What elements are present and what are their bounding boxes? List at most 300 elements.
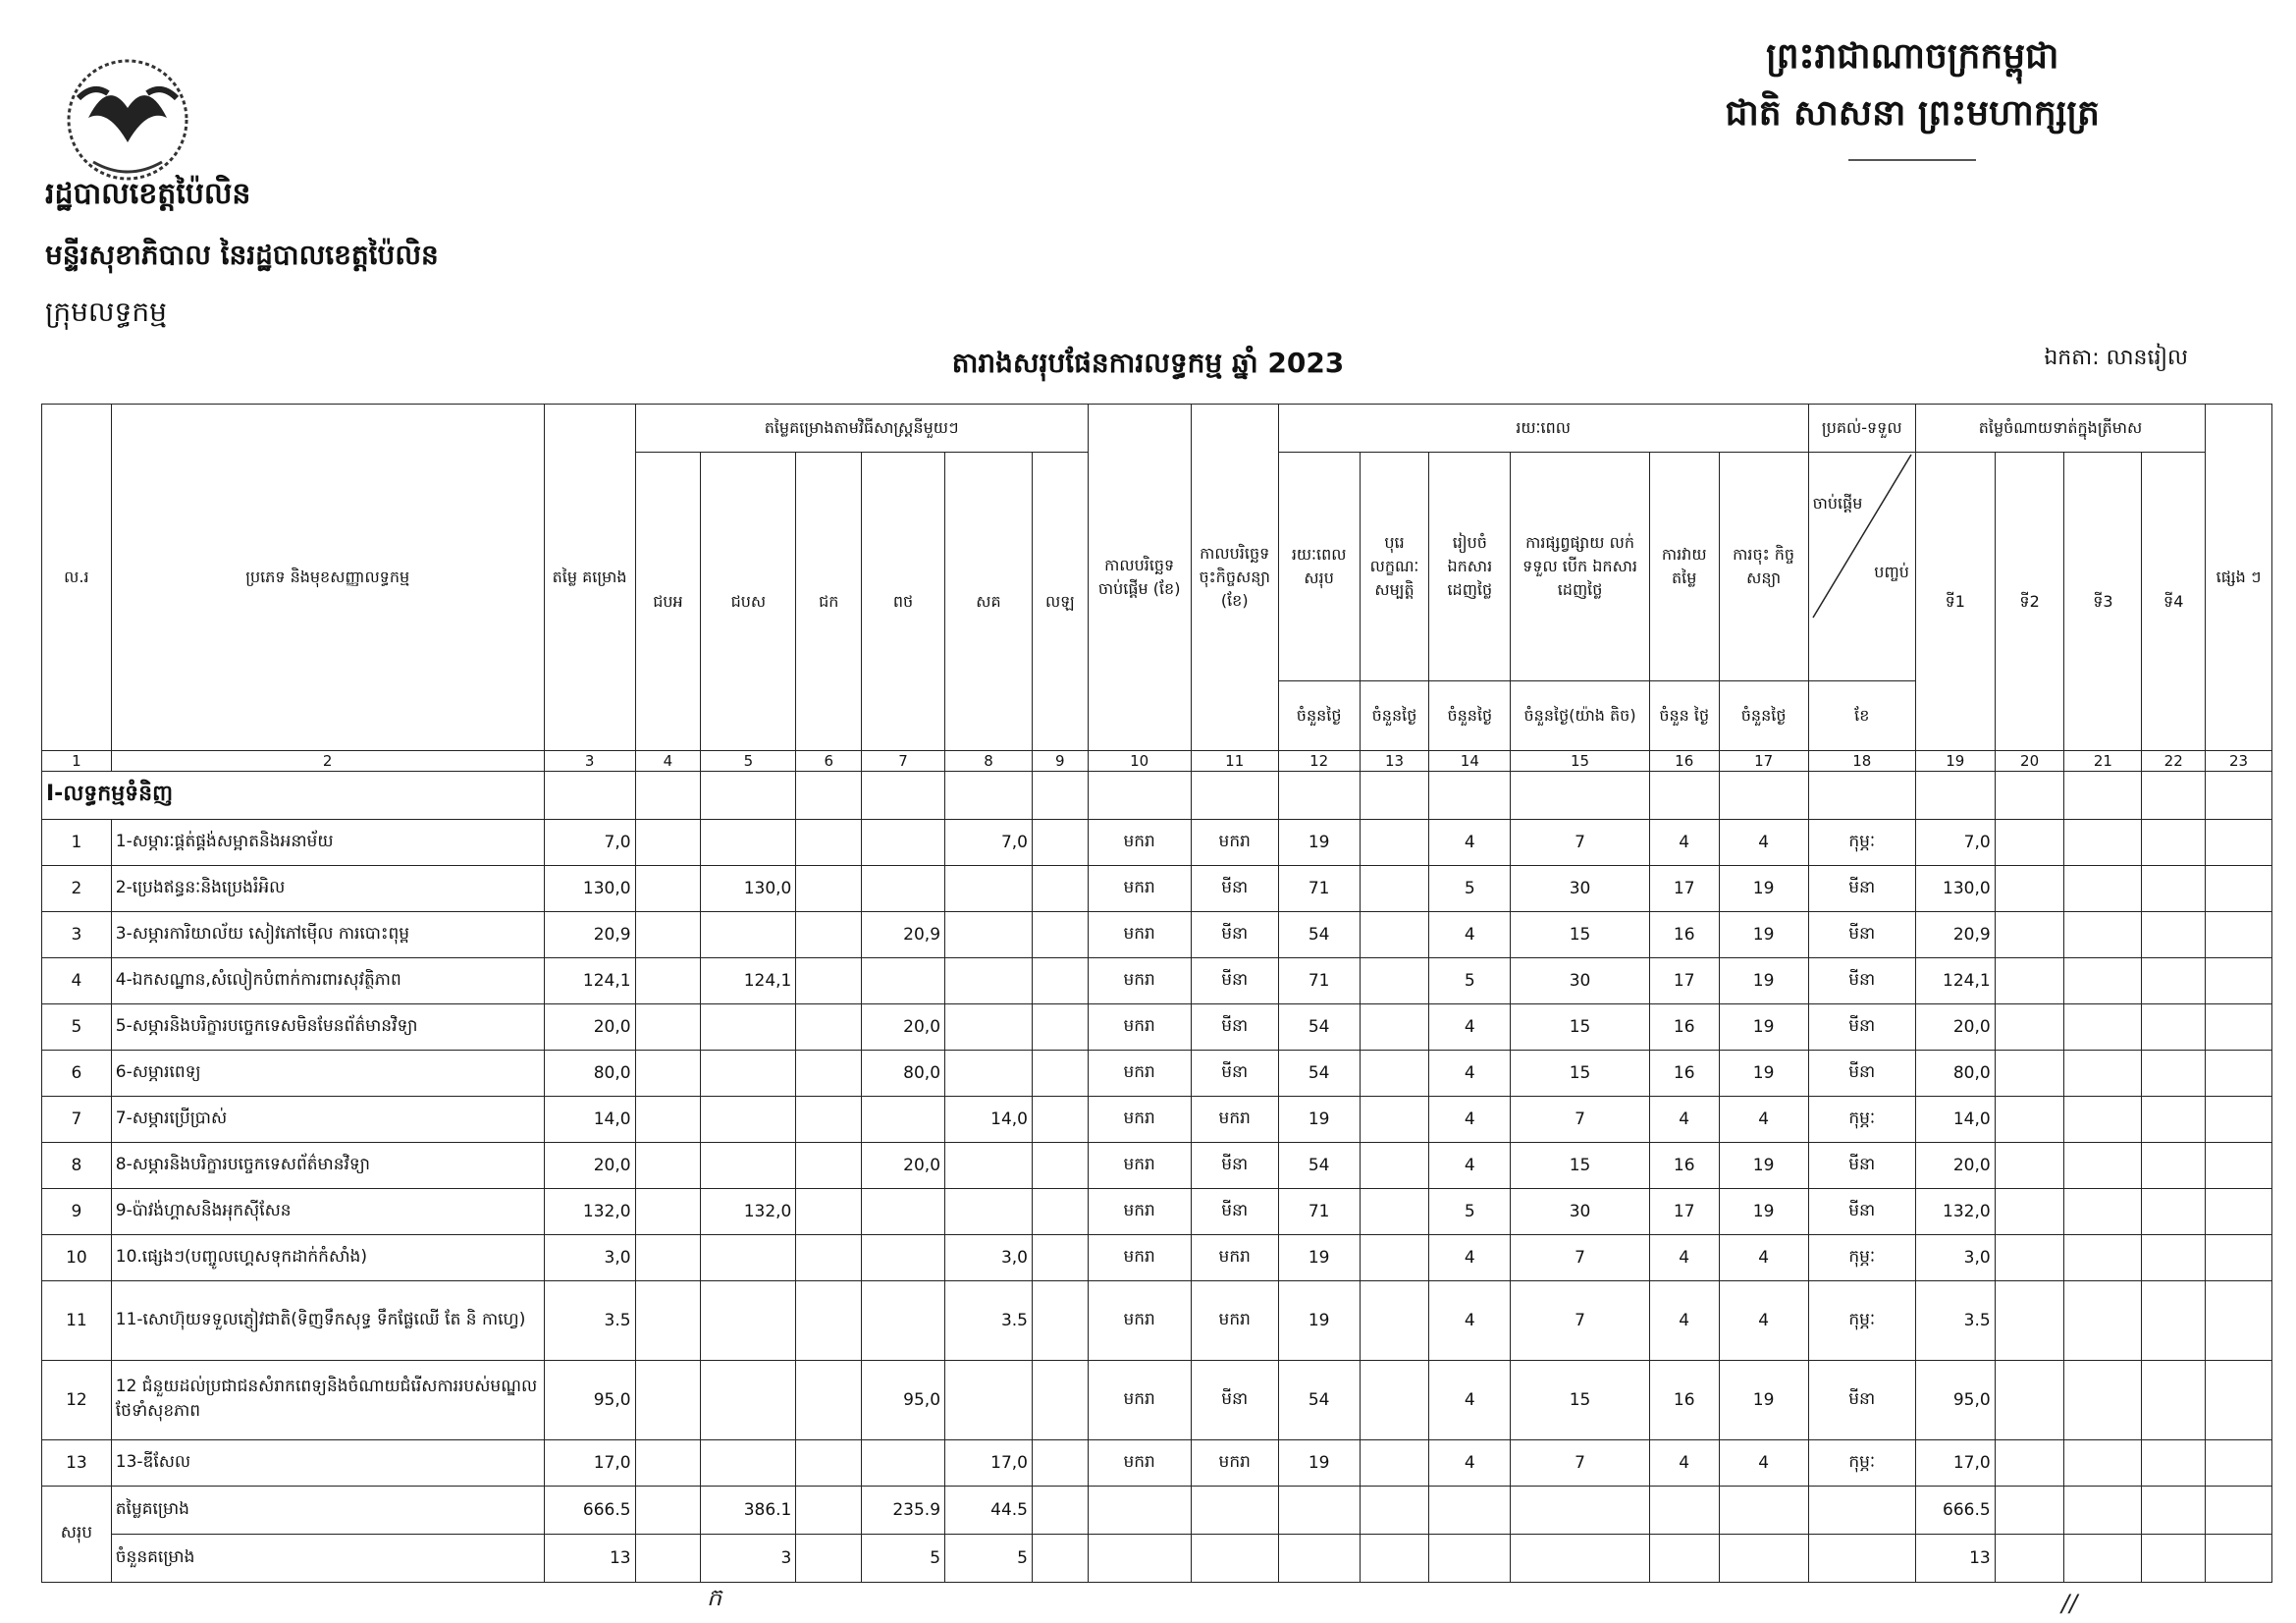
prequal-days [1360, 912, 1429, 958]
handover-month: មីនា [1808, 1143, 1915, 1189]
publish-days: 7 [1511, 1281, 1650, 1361]
summary-label: សរុប [42, 1487, 112, 1583]
m7-value [862, 1097, 945, 1143]
m5-value [701, 1361, 796, 1440]
prepare-days: 4 [1429, 1004, 1511, 1051]
col-num: 11 [1191, 751, 1278, 772]
empty-cell [1511, 1535, 1650, 1583]
m4-cell [635, 912, 701, 958]
row-no: 8 [42, 1143, 112, 1189]
contract-days: 4 [1719, 1281, 1808, 1361]
header-method-group: តម្លៃគម្រោងតាមវិធីសាស្ត្រនីមួយៗ [635, 405, 1088, 453]
empty-cell [1649, 1535, 1719, 1583]
m6-cell [796, 820, 862, 866]
section-title: I-លទ្ធកម្មទំនិញ [42, 772, 545, 820]
publish-days: 7 [1511, 1440, 1650, 1487]
other-cell [2206, 1235, 2272, 1281]
empty-cell [1278, 1487, 1360, 1535]
header-sign-date: កាលបរិច្ឆេទ ចុះកិច្ចសន្យា (ខែ) [1191, 405, 1278, 751]
other-cell [2206, 820, 2272, 866]
row-no: 6 [42, 1051, 112, 1097]
summary-count-row [42, 1535, 2272, 1583]
m8-value: 14,0 [945, 1097, 1033, 1143]
eval-days: 4 [1649, 1235, 1719, 1281]
empty-cell [1995, 772, 2064, 820]
item-name: 10.ផ្សេងៗ(បញ្ចូលហ្គេសទុកដាក់កំសាំង) [111, 1235, 544, 1281]
prepare-days: 5 [1429, 866, 1511, 912]
header-days-16: ចំនួន ថ្ងៃ [1649, 681, 1719, 751]
q3-cell [2064, 1235, 2142, 1281]
header-days-15: ចំនួនថ្ងៃ(យ៉ាង តិច) [1511, 681, 1650, 751]
q1-value: 20,0 [1915, 1143, 1995, 1189]
table-row [42, 1235, 2272, 1281]
handover-month: កុម្ភៈ [1808, 1235, 1915, 1281]
header-q1: ទី1 [1915, 453, 1995, 751]
m6-cell [796, 1235, 862, 1281]
handover-month: កុម្ភៈ [1808, 1440, 1915, 1487]
table-row [42, 1004, 2272, 1051]
item-name: 6-សម្ភារពេទ្យ [111, 1051, 544, 1097]
handover-month: មីនា [1808, 1051, 1915, 1097]
empty-cell [1649, 772, 1719, 820]
prequal-days [1360, 1143, 1429, 1189]
handover-month: មីនា [1808, 958, 1915, 1004]
org-name-2: មន្ទីរសុខាភិបាល នៃរដ្ឋបាលខេត្តប៉ៃលិន [45, 239, 439, 271]
handover-month: កុម្ភៈ [1808, 1281, 1915, 1361]
m4-cell [635, 1051, 701, 1097]
m4-cell [635, 1281, 701, 1361]
contract-days: 19 [1719, 1361, 1808, 1440]
m9-cell [1032, 1143, 1088, 1189]
header-m4: ជបអ [635, 453, 701, 751]
col-num: 4 [635, 751, 701, 772]
prepare-days: 4 [1429, 912, 1511, 958]
start-month: មករា [1088, 1361, 1191, 1440]
row-no: 2 [42, 866, 112, 912]
row-no: 11 [42, 1281, 112, 1361]
empty-cell [1191, 1535, 1278, 1583]
m9-cell [1032, 866, 1088, 912]
m7-value [862, 958, 945, 1004]
item-name: 2-ប្រេងឥន្ធនៈនិងប្រេងរំអិល [111, 866, 544, 912]
q3-cell [2064, 1004, 2142, 1051]
prepare-days: 4 [1429, 1440, 1511, 1487]
header-row-1 [42, 405, 2272, 453]
header-q3: ទី3 [2064, 453, 2142, 751]
diagonal-cell [1809, 453, 1915, 680]
header-handover-diagonal [1808, 453, 1915, 681]
summary-count-est: 13 [544, 1535, 635, 1583]
q1-value: 95,0 [1915, 1361, 1995, 1440]
m7-value [862, 1440, 945, 1487]
sign-month: មករា [1191, 1281, 1278, 1361]
prepare-days: 4 [1429, 1051, 1511, 1097]
empty-cell [1032, 1535, 1088, 1583]
empty-cell [2142, 1535, 2206, 1583]
empty-cell [796, 1535, 862, 1583]
empty-cell [544, 772, 635, 820]
estimate-value: 20,9 [544, 912, 635, 958]
empty-cell [2206, 772, 2272, 820]
item-name: 1-សម្ភារៈផ្គត់ផ្គង់សម្អាតនិងអនាម័យ [111, 820, 544, 866]
item-name: 13-ឌីសែល [111, 1440, 544, 1487]
header-contract: ការចុះ កិច្ចសន្យា [1719, 453, 1808, 681]
q2-cell [1995, 912, 2064, 958]
contract-days: 19 [1719, 912, 1808, 958]
empty-cell [796, 1487, 862, 1535]
table-row [42, 820, 2272, 866]
start-month: មករា [1088, 1051, 1191, 1097]
table-row [42, 1143, 2272, 1189]
handover-end: បញ្ចប់ [1874, 563, 1909, 581]
m5-value [701, 1097, 796, 1143]
sign-month: មករា [1191, 1440, 1278, 1487]
other-cell [2206, 912, 2272, 958]
col-num: 7 [862, 751, 945, 772]
empty-cell [1360, 1535, 1429, 1583]
summary-count-q1: 13 [1915, 1535, 1995, 1583]
empty-cell [635, 772, 701, 820]
m4-cell [635, 866, 701, 912]
handover-month: កុម្ភៈ [1808, 1097, 1915, 1143]
q2-cell [1995, 1004, 2064, 1051]
empty-cell [2064, 772, 2142, 820]
table-row [42, 1281, 2272, 1361]
m6-cell [796, 866, 862, 912]
start-month: មករា [1088, 1189, 1191, 1235]
contract-days: 4 [1719, 1097, 1808, 1143]
contract-days: 4 [1719, 1440, 1808, 1487]
other-cell [2206, 958, 2272, 1004]
q4-cell [2142, 820, 2206, 866]
other-cell [2206, 1143, 2272, 1189]
contract-days: 19 [1719, 1189, 1808, 1235]
col-num: 21 [2064, 751, 2142, 772]
header-duration-group: រយៈពេល [1278, 405, 1808, 453]
sign-month: មករា [1191, 1097, 1278, 1143]
summary-value-m7: 235.9 [862, 1487, 945, 1535]
m6-cell [796, 1361, 862, 1440]
empty-cell [1808, 1535, 1915, 1583]
item-name: 12 ជំនួយដល់ប្រជាជនសំរាកពេទ្យនិងចំណាយជំរើសការរបស់មណ្ឌលថែទាំសុខភាព [111, 1361, 544, 1440]
empty-cell [1278, 772, 1360, 820]
estimate-value: 80,0 [544, 1051, 635, 1097]
estimate-value: 20,0 [544, 1143, 635, 1189]
handover-month: កុម្ភៈ [1808, 820, 1915, 866]
prequal-days [1360, 820, 1429, 866]
m6-cell [796, 1004, 862, 1051]
m9-cell [1032, 1281, 1088, 1361]
q3-cell [2064, 912, 2142, 958]
m4-cell [635, 958, 701, 1004]
item-name: 11-សោហ៊ុយទទួលភ្ញៀវជាតិ(ទិញទឹកសុទ្ធ ទឹកផ្លែឈើ តែ និ កាហ្វេ) [111, 1281, 544, 1361]
m9-cell [1032, 1189, 1088, 1235]
item-name: 4-ឯកសណ្ឋាន,សំលៀកបំពាក់ការពារសុវត្ថិភាព [111, 958, 544, 1004]
publish-days: 7 [1511, 1235, 1650, 1281]
total-days: 71 [1278, 958, 1360, 1004]
m7-value [862, 866, 945, 912]
empty-cell [635, 1487, 701, 1535]
handover-month: មីនា [1808, 912, 1915, 958]
sign-month: មីនា [1191, 1189, 1278, 1235]
sign-month: មីនា [1191, 866, 1278, 912]
header-name: ប្រភេទ និងមុខសញ្ញាលទ្ធកម្ម [111, 405, 544, 751]
q1-value: 124,1 [1915, 958, 1995, 1004]
eval-days: 16 [1649, 1051, 1719, 1097]
col-num: 18 [1808, 751, 1915, 772]
m5-value [701, 1235, 796, 1281]
q4-cell [2142, 1097, 2206, 1143]
eval-days: 16 [1649, 1361, 1719, 1440]
table-row [42, 1440, 2272, 1487]
prequal-days [1360, 1440, 1429, 1487]
sign-month: មីនា [1191, 1143, 1278, 1189]
m6-cell [796, 1440, 862, 1487]
start-month: មករា [1088, 1004, 1191, 1051]
row-no: 7 [42, 1097, 112, 1143]
col-num: 23 [2206, 751, 2272, 772]
m6-cell [796, 958, 862, 1004]
empty-cell [2064, 1535, 2142, 1583]
emblem-logo [49, 49, 206, 187]
m8-value: 3,0 [945, 1235, 1033, 1281]
row-no: 1 [42, 820, 112, 866]
q4-cell [2142, 912, 2206, 958]
q1-value: 14,0 [1915, 1097, 1995, 1143]
m8-value [945, 1004, 1033, 1051]
col-num: 9 [1032, 751, 1088, 772]
eval-days: 17 [1649, 866, 1719, 912]
total-days: 19 [1278, 1281, 1360, 1361]
eval-days: 4 [1649, 1097, 1719, 1143]
m7-value [862, 1281, 945, 1361]
header-handover-group: ប្រគល់-ទទួល [1808, 405, 1915, 453]
col-num: 6 [796, 751, 862, 772]
row-no: 9 [42, 1189, 112, 1235]
q1-value: 130,0 [1915, 866, 1995, 912]
m5-value [701, 1440, 796, 1487]
m8-value [945, 1189, 1033, 1235]
eval-days: 17 [1649, 1189, 1719, 1235]
header-prequal: បុរេ លក្ខណៈ សម្បត្តិ [1360, 453, 1429, 681]
q4-cell [2142, 958, 2206, 1004]
start-month: មករា [1088, 1143, 1191, 1189]
col-num: 8 [945, 751, 1033, 772]
q3-cell [2064, 958, 2142, 1004]
estimate-value: 124,1 [544, 958, 635, 1004]
empty-cell [635, 1535, 701, 1583]
header-q4: ទី4 [2142, 453, 2206, 751]
m4-cell [635, 820, 701, 866]
col-num: 16 [1649, 751, 1719, 772]
m5-value: 132,0 [701, 1189, 796, 1235]
m6-cell [796, 1143, 862, 1189]
other-cell [2206, 1051, 2272, 1097]
estimate-value: 95,0 [544, 1361, 635, 1440]
prepare-days: 4 [1429, 1097, 1511, 1143]
m4-cell [635, 1189, 701, 1235]
contract-days: 19 [1719, 958, 1808, 1004]
col-num: 19 [1915, 751, 1995, 772]
q4-cell [2142, 1051, 2206, 1097]
m7-value [862, 1189, 945, 1235]
m9-cell [1032, 1004, 1088, 1051]
prequal-days [1360, 866, 1429, 912]
empty-cell [1649, 1487, 1719, 1535]
header-m5: ជបស [701, 453, 796, 751]
start-month: មករា [1088, 820, 1191, 866]
estimate-value: 3.5 [544, 1281, 635, 1361]
m5-value [701, 820, 796, 866]
q1-value: 17,0 [1915, 1440, 1995, 1487]
empty-cell [1032, 1487, 1088, 1535]
empty-cell [945, 772, 1033, 820]
empty-cell [1995, 1487, 2064, 1535]
empty-cell [1995, 1535, 2064, 1583]
m6-cell [796, 1281, 862, 1361]
summary-value-row [42, 1487, 2272, 1535]
kingdom-header [1725, 27, 2100, 161]
m8-value [945, 1051, 1033, 1097]
m5-value [701, 1051, 796, 1097]
sign-month: មករា [1191, 1235, 1278, 1281]
q2-cell [1995, 958, 2064, 1004]
q3-cell [2064, 1361, 2142, 1440]
q3-cell [2064, 820, 2142, 866]
m8-value: 17,0 [945, 1440, 1033, 1487]
prepare-days: 4 [1429, 1361, 1511, 1440]
sign-month: មីនា [1191, 958, 1278, 1004]
m6-cell [796, 1097, 862, 1143]
empty-cell [1360, 1487, 1429, 1535]
m9-cell [1032, 1235, 1088, 1281]
prequal-days [1360, 1361, 1429, 1440]
org-name-1: រដ្ឋបាលខេត្តប៉ៃលិន [45, 177, 251, 211]
q2-cell [1995, 1189, 2064, 1235]
empty-cell [1719, 1535, 1808, 1583]
empty-cell [796, 772, 862, 820]
estimate-value: 20,0 [544, 1004, 635, 1051]
section-row [42, 772, 2272, 820]
summary-body [42, 1487, 2272, 1583]
publish-days: 15 [1511, 1361, 1650, 1440]
publish-days: 7 [1511, 1097, 1650, 1143]
m5-value [701, 1143, 796, 1189]
m7-value: 80,0 [862, 1051, 945, 1097]
m4-cell [635, 1440, 701, 1487]
m7-value: 20,9 [862, 912, 945, 958]
table-row [42, 1097, 2272, 1143]
q4-cell [2142, 1189, 2206, 1235]
publish-days: 30 [1511, 958, 1650, 1004]
publish-days: 7 [1511, 820, 1650, 866]
m7-value [862, 820, 945, 866]
col-num: 13 [1360, 751, 1429, 772]
header-prepare-docs: រៀបចំ ឯកសារ ដេញថ្លៃ [1429, 453, 1511, 681]
item-name: 5-សម្ភារនិងបរិក្ខារបច្ចេកទេសមិនមែនព័ត៌មានវិទ្យា [111, 1004, 544, 1051]
empty-cell [1088, 772, 1191, 820]
q4-cell [2142, 866, 2206, 912]
column-number-row [42, 751, 2272, 772]
q2-cell [1995, 1097, 2064, 1143]
eval-days: 4 [1649, 1281, 1719, 1361]
start-month: មករា [1088, 1235, 1191, 1281]
other-cell [2206, 1440, 2272, 1487]
m7-value: 20,0 [862, 1143, 945, 1189]
summary-count-m5: 3 [701, 1535, 796, 1583]
m7-value: 95,0 [862, 1361, 945, 1440]
empty-cell [701, 772, 796, 820]
other-cell [2206, 1281, 2272, 1361]
other-cell [2206, 1189, 2272, 1235]
summary-value-m8: 44.5 [945, 1487, 1033, 1535]
col-num: 22 [2142, 751, 2206, 772]
estimate-value: 3,0 [544, 1235, 635, 1281]
item-name: 8-សម្ភារនិងបរិក្ខារបច្ចេកទេសព័ត៌មានវិទ្យា [111, 1143, 544, 1189]
total-days: 54 [1278, 1004, 1360, 1051]
q4-cell [2142, 1440, 2206, 1487]
document-title: តារាងសរុបផែនការលទ្ធកម្ម ឆ្នាំ 2023 [951, 347, 1345, 379]
m4-cell [635, 1004, 701, 1051]
row-no: 5 [42, 1004, 112, 1051]
empty-cell [2206, 1535, 2272, 1583]
empty-cell [1088, 1487, 1191, 1535]
item-name: 3-សម្ភារការិយាល័យ សៀវភៅម៉ើល ការបោះពុម្ព [111, 912, 544, 958]
summary-count-m8: 5 [945, 1535, 1033, 1583]
other-cell [2206, 866, 2272, 912]
prequal-days [1360, 1051, 1429, 1097]
header-days-17: ចំនួនថ្ងៃ [1719, 681, 1808, 751]
m4-cell [635, 1143, 701, 1189]
header-quarter-group: តម្លៃចំណាយទាត់ក្នុងត្រីមាស [1915, 405, 2205, 453]
prequal-days [1360, 1004, 1429, 1051]
header-no: ល.រ [42, 405, 112, 751]
q2-cell [1995, 1051, 2064, 1097]
start-month: មករា [1088, 1281, 1191, 1361]
empty-cell [1808, 772, 1915, 820]
m9-cell [1032, 1440, 1088, 1487]
contract-days: 19 [1719, 866, 1808, 912]
q2-cell [1995, 1361, 2064, 1440]
summary-value-label: តម្លៃគម្រោង [111, 1487, 544, 1535]
header-days-12: ចំនួនថ្ងៃ [1278, 681, 1360, 751]
estimate-value: 132,0 [544, 1189, 635, 1235]
empty-cell [862, 772, 945, 820]
contract-days: 19 [1719, 1004, 1808, 1051]
handwritten-mark: ក [707, 1584, 722, 1611]
handover-start: ចាប់ផ្តើម [1812, 494, 1863, 513]
col-num: 10 [1088, 751, 1191, 772]
q1-value: 20,9 [1915, 912, 1995, 958]
q4-cell [2142, 1281, 2206, 1361]
m5-value: 124,1 [701, 958, 796, 1004]
empty-cell [1429, 1535, 1511, 1583]
m6-cell [796, 912, 862, 958]
handover-month: មីនា [1808, 1004, 1915, 1051]
item-name: 9-ប៉ាវង់ហ្គាសនិងអុកស៊ីសែន [111, 1189, 544, 1235]
m8-value [945, 1143, 1033, 1189]
eval-days: 4 [1649, 820, 1719, 866]
sign-month: មីនា [1191, 1004, 1278, 1051]
q2-cell [1995, 1440, 2064, 1487]
m8-value: 7,0 [945, 820, 1033, 866]
total-days: 19 [1278, 820, 1360, 866]
total-days: 19 [1278, 1235, 1360, 1281]
total-days: 19 [1278, 1440, 1360, 1487]
contract-days: 4 [1719, 820, 1808, 866]
header-m9: លឡ [1032, 453, 1088, 751]
total-days: 71 [1278, 1189, 1360, 1235]
